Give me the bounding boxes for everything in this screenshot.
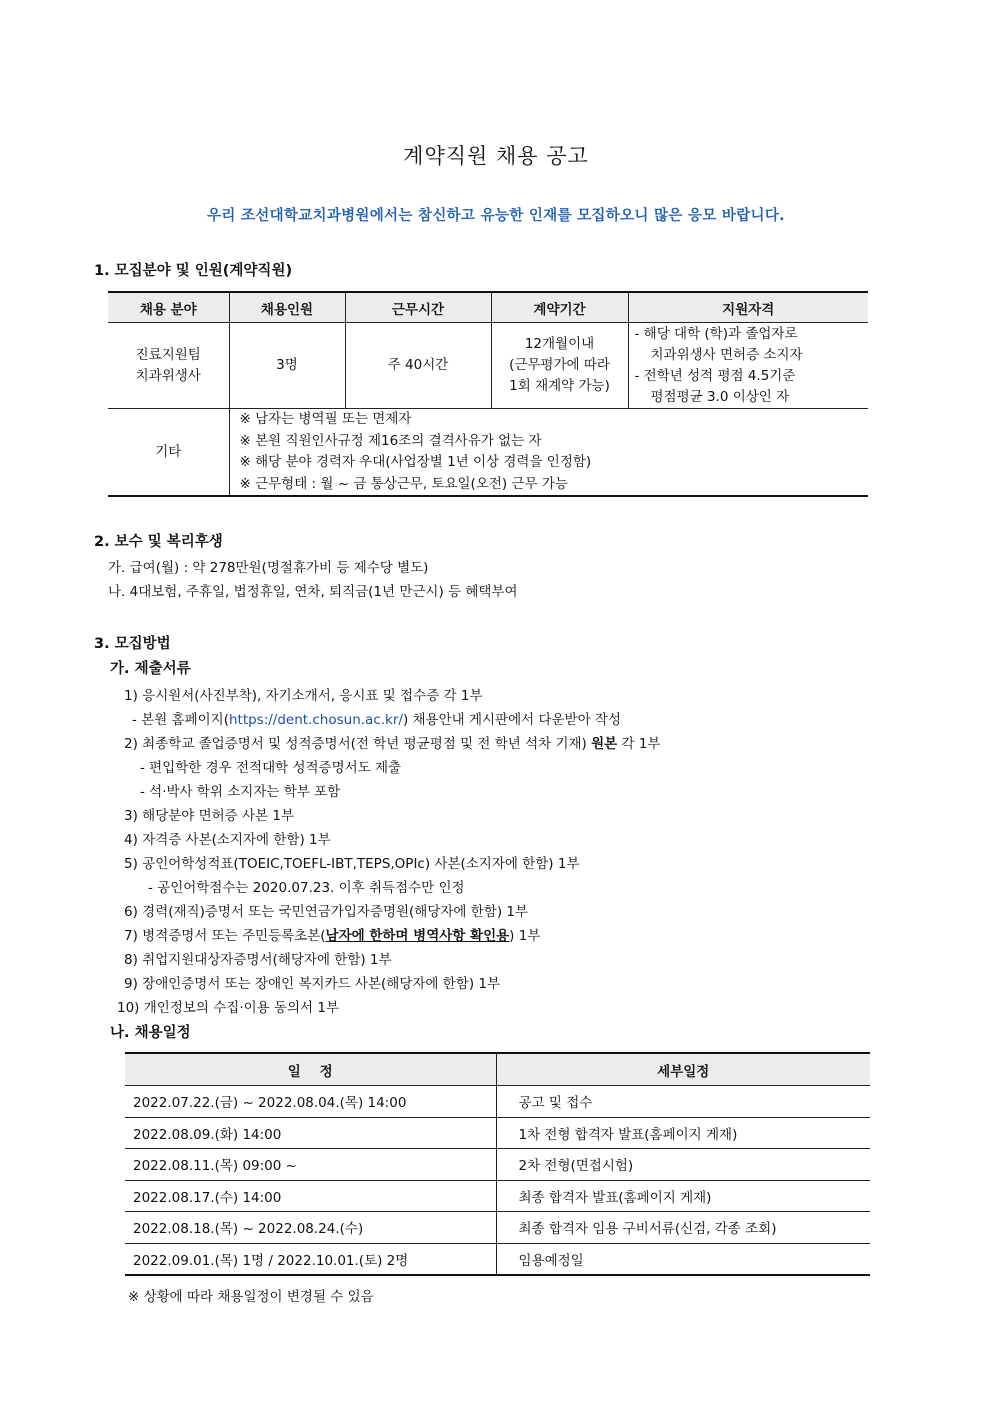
section1-heading: 1. 모집분야 및 인원(계약직원) xyxy=(94,263,293,279)
cell-etc-label: 기타 xyxy=(108,409,229,497)
doc7-suffix: ) 1부 xyxy=(509,928,541,944)
schedule-date: 2022.07.22.(금) ~ 2022.08.04.(목) 14:00 xyxy=(125,1086,496,1118)
document-item: 9) 장애인증명서 또는 장애인 복지카드 사본(해당자에 한함) 1부 xyxy=(124,976,501,992)
intro-text: 우리 조선대학교치과병원에서는 참신하고 유능한 인재를 모집하오니 많은 응모 바랍니다. xyxy=(207,208,785,224)
document-item: 6) 경력(재직)증명서 또는 국민연금가입자증명원(해당자에 한함) 1부 xyxy=(124,904,529,920)
qualification-line: - 해당 대학 (학)과 졸업자로 xyxy=(634,325,798,342)
document-subitem: - 공인어학점수는 2020.07.23. 이후 취득점수만 인정 xyxy=(148,880,465,896)
doc7-emphasis: 남자에 한하며 병역사항 확인용 xyxy=(325,928,510,944)
schedule-date: 2022.08.09.(화) 14:00 xyxy=(125,1117,496,1149)
schedule-footnote: ※ 상황에 따라 채용일정이 변경될 수 있음 xyxy=(128,1289,374,1305)
table-row xyxy=(108,323,868,409)
schedule-detail: 임용예정일 xyxy=(518,1252,584,1269)
schedule-detail: 공고 및 접수 xyxy=(496,1086,870,1118)
qualification-line: - 전학년 성적 평점 4.5기준 xyxy=(634,367,796,384)
homepage-link[interactable]: https://dent.chosun.ac.kr/ xyxy=(228,712,403,728)
cell-field xyxy=(108,323,229,409)
schedule-detail: 최종 합격자 임용 구비서류(신검, 각종 조회) xyxy=(496,1212,870,1244)
page-title: 계약직원 채용 공고 xyxy=(403,144,589,168)
subheading-documents: 가. 제출서류 xyxy=(110,661,191,677)
qualification-line: 평점평균 3.0 이상인 자 xyxy=(650,388,790,405)
schedule-date: 2022.08.11.(목) 09:00 ~ xyxy=(125,1149,496,1181)
cell-etc-notes xyxy=(229,409,868,497)
field-line: 치과위생사 xyxy=(135,367,201,384)
doc2-original-emphasis: 원본 xyxy=(591,736,618,752)
schedule-date: 2022.09.01.(목) 1명 / 2022.10.01.(토) 2명 xyxy=(125,1243,496,1275)
table-row xyxy=(125,1117,870,1149)
doc1-sub-prefix: - 본원 홈페이지( xyxy=(132,712,229,728)
cell-count: 3명 xyxy=(229,323,345,409)
period-line: 12개월이내 xyxy=(524,336,595,352)
table-row xyxy=(125,1243,870,1275)
benefit-item: 나. 4대보험, 주휴일, 법정휴일, 연차, 퇴직금(1년 만근시) 등 혜택부여 xyxy=(108,584,518,600)
document-subitem xyxy=(132,708,621,728)
document-item: 1) 응시원서(사진부착), 자기소개서, 응시표 및 접수증 각 1부 xyxy=(124,688,483,704)
section2-heading: 2. 보수 및 복리후생 xyxy=(94,534,223,550)
schedule-detail: 2차 전형(면접시험) xyxy=(496,1149,870,1181)
cell-qualification xyxy=(628,323,868,409)
doc2-suffix: 각 1부 xyxy=(617,736,661,752)
schedule-detail: 최종 합격자 발표(홈페이지 게재) xyxy=(496,1180,870,1212)
document-item: 3) 해당분야 면허증 사본 1부 xyxy=(124,808,295,824)
header-field: 채용 분야 xyxy=(108,292,229,323)
recruitment-table-header xyxy=(108,292,868,323)
document-subitem: - 석·박사 학위 소지자는 학부 포함 xyxy=(140,784,341,800)
table-row xyxy=(125,1149,870,1181)
table-row xyxy=(125,1212,870,1244)
table-row xyxy=(108,409,868,497)
doc7-prefix: 7) 병적증명서 또는 주민등록초본( xyxy=(124,928,326,944)
document-item xyxy=(124,924,540,944)
period-line: (근무평가에 따라 xyxy=(509,357,610,373)
table-row xyxy=(125,1180,870,1212)
header-count: 채용인원 xyxy=(229,292,345,323)
section3-heading: 3. 모집방법 xyxy=(94,636,171,652)
cell-hours: 주 40시간 xyxy=(345,323,491,409)
header-hours: 근무시간 xyxy=(345,292,491,323)
schedule-table-header xyxy=(125,1053,870,1086)
header-detail: 세부일정 xyxy=(496,1053,870,1086)
schedule-date: 2022.08.18.(목) ~ 2022.08.24.(수) xyxy=(125,1212,496,1244)
field-line: 진료지원팀 xyxy=(135,346,201,363)
benefit-item: 가. 급여(월) : 약 278만원(명절휴가비 등 제수당 별도) xyxy=(108,560,429,576)
cell-period xyxy=(491,323,628,409)
document-subitem: - 편입학한 경우 전적대학 성적증명서도 제출 xyxy=(140,760,402,776)
header-period: 계약기간 xyxy=(491,292,628,323)
table-row xyxy=(125,1086,870,1118)
qualification-line: 치과위생사 면허증 소지자 xyxy=(650,346,803,363)
document-item: 4) 자격증 사본(소지자에 한함) 1부 xyxy=(124,832,331,848)
etc-note: ※ 본원 직원인사규정 제16조의 결격사유가 없는 자 xyxy=(239,432,542,449)
etc-note: ※ 근무형태 : 월 ~ 금 통상근무, 토요일(오전) 근무 가능 xyxy=(239,475,568,492)
doc2-prefix: 2) 최종학교 졸업증명서 및 성적증명서(전 학년 평균평점 및 전 학년 석차 기재) xyxy=(124,736,592,752)
etc-note: ※ 해당 분야 경력자 우대(사업장별 1년 이상 경력을 인정함) xyxy=(239,454,592,470)
header-date: 일 정 xyxy=(125,1053,496,1086)
recruitment-table xyxy=(108,291,868,497)
schedule-date: 2022.08.17.(수) 14:00 xyxy=(125,1180,496,1212)
period-line: 1회 재계약 가능) xyxy=(509,378,610,394)
etc-note: ※ 남자는 병역필 또는 면제자 xyxy=(239,411,412,427)
doc1-sub-suffix: ) 채용안내 게시판에서 다운받아 작성 xyxy=(402,712,621,728)
schedule-table xyxy=(125,1052,870,1276)
document-item xyxy=(124,732,660,752)
schedule-detail: 1차 전형 합격자 발표(홈페이지 게재) xyxy=(496,1117,870,1149)
document-item: 10) 개인정보의 수집·이용 동의서 1부 xyxy=(117,1000,340,1016)
document-item: 5) 공인어학성적표(TOEIC,TOEFL-IBT,TEPS,OPIc) 사본(소지자에 한함) 1부 xyxy=(124,856,580,872)
subheading-schedule: 나. 채용일정 xyxy=(110,1025,191,1041)
document-item: 8) 취업지원대상자증명서(해당자에 한함) 1부 xyxy=(124,952,392,968)
header-qualification: 지원자격 xyxy=(628,292,868,323)
